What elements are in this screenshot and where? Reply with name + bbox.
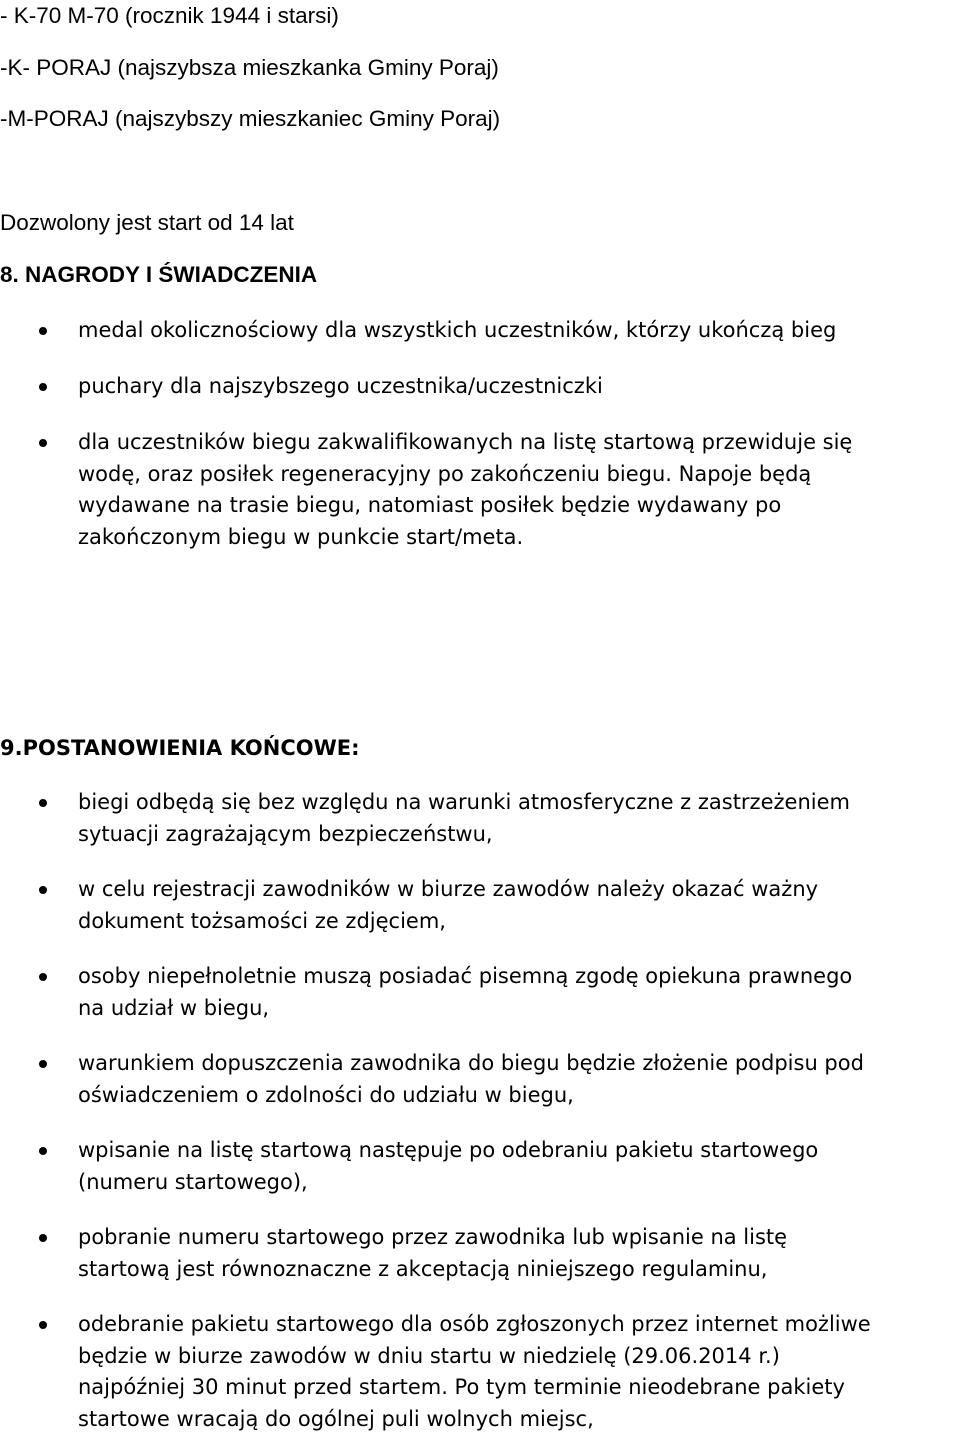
list-item-line: wpisanie na listę startową następuje po odebraniu pakietu startowego — [78, 1138, 819, 1162]
list-item-line: w celu rejestracji zawodników w biurze zawodów należy okazać ważny — [78, 877, 819, 901]
list-item-line: oświadczeniem o zdolności do udziału w biegu, — [78, 1082, 574, 1107]
list-item-line: będzie w biurze zawodów w dniu startu w niedzielę (29.06.2014 r.) — [78, 1343, 780, 1368]
list-item-line: sytuacji zagrażającym bezpieczeństwu, — [78, 821, 493, 846]
list-item-line: startowe wracają do ogólnej puli wolnych miejsc, — [78, 1406, 594, 1431]
list-item-line: pobranie numeru startowego przez zawodnika lub wpisanie na listę — [78, 1225, 788, 1249]
bullet-icon — [39, 1321, 47, 1329]
list-item-line: startową jest równoznaczne z akceptacją niniejszego regulaminu, — [78, 1256, 768, 1281]
list-item-line: medal okolicznościowy dla wszystkich uczestników, którzy ukończą bieg — [78, 318, 837, 342]
list-item-line: (numeru startowego), — [78, 1169, 308, 1194]
section-9-heading: 9.POSTANOWIENIA KOŃCOWE: — [0, 736, 360, 760]
bullet-icon — [39, 1147, 47, 1155]
category-line-3: -M-PORAJ (najszybszy mieszkaniec Gminy Poraj) — [0, 106, 501, 131]
bullet-icon — [39, 1234, 47, 1242]
category-line-2: -K- PORAJ (najszybsza mieszkanka Gminy Poraj) — [0, 55, 499, 80]
bullet-icon — [39, 799, 47, 807]
list-item-line: biegi odbędą się bez względu na warunki atmosferyczne z zastrzeżeniem — [78, 790, 850, 814]
list-item-line: odebranie pakietu startowego dla osób zgłoszonych przez internet możliwe — [78, 1312, 871, 1336]
list-item-line: wydawane na trasie biegu, natomiast posiłek będzie wydawany po — [78, 493, 782, 517]
list-item-line: osoby niepełnoletnie muszą posiadać pisemną zgodę opiekuna prawnego — [78, 964, 853, 988]
age-rule-text: Dozwolony jest start od 14 lat — [0, 210, 294, 235]
list-item-line: najpóźniej 30 minut przed startem. Po tym terminie nieodebrane pakiety — [78, 1375, 845, 1399]
list-item-line: zakończonym biegu w punkcie start/meta. — [78, 524, 524, 549]
list-item-line: wodę, oraz posiłek regeneracyjny po zakończeniu biegu. Napoje będą — [78, 461, 812, 486]
section-8-heading: 8. NAGRODY I ŚWIADCZENIA — [0, 262, 318, 287]
bullet-icon — [39, 1060, 47, 1068]
list-item-line: puchary dla najszybszego uczestnika/uczestniczki — [78, 374, 603, 398]
list-item-line: warunkiem dopuszczenia zawodnika do biegu będzie złożenie podpisu pod — [78, 1051, 864, 1075]
bullet-icon — [39, 439, 47, 447]
bullet-icon — [39, 886, 47, 894]
list-item-line: dokument tożsamości ze zdjęciem, — [78, 908, 446, 933]
list-item-line: na udział w biegu, — [78, 995, 270, 1020]
bullet-icon — [39, 327, 47, 335]
bullet-icon — [39, 973, 47, 981]
list-item-line: dla uczestników biegu zakwalifikowanych na listę startową przewiduje się — [78, 430, 853, 454]
bullet-icon — [39, 383, 47, 391]
category-line-1: - K-70 M-70 (rocznik 1944 i starsi) — [0, 3, 339, 28]
